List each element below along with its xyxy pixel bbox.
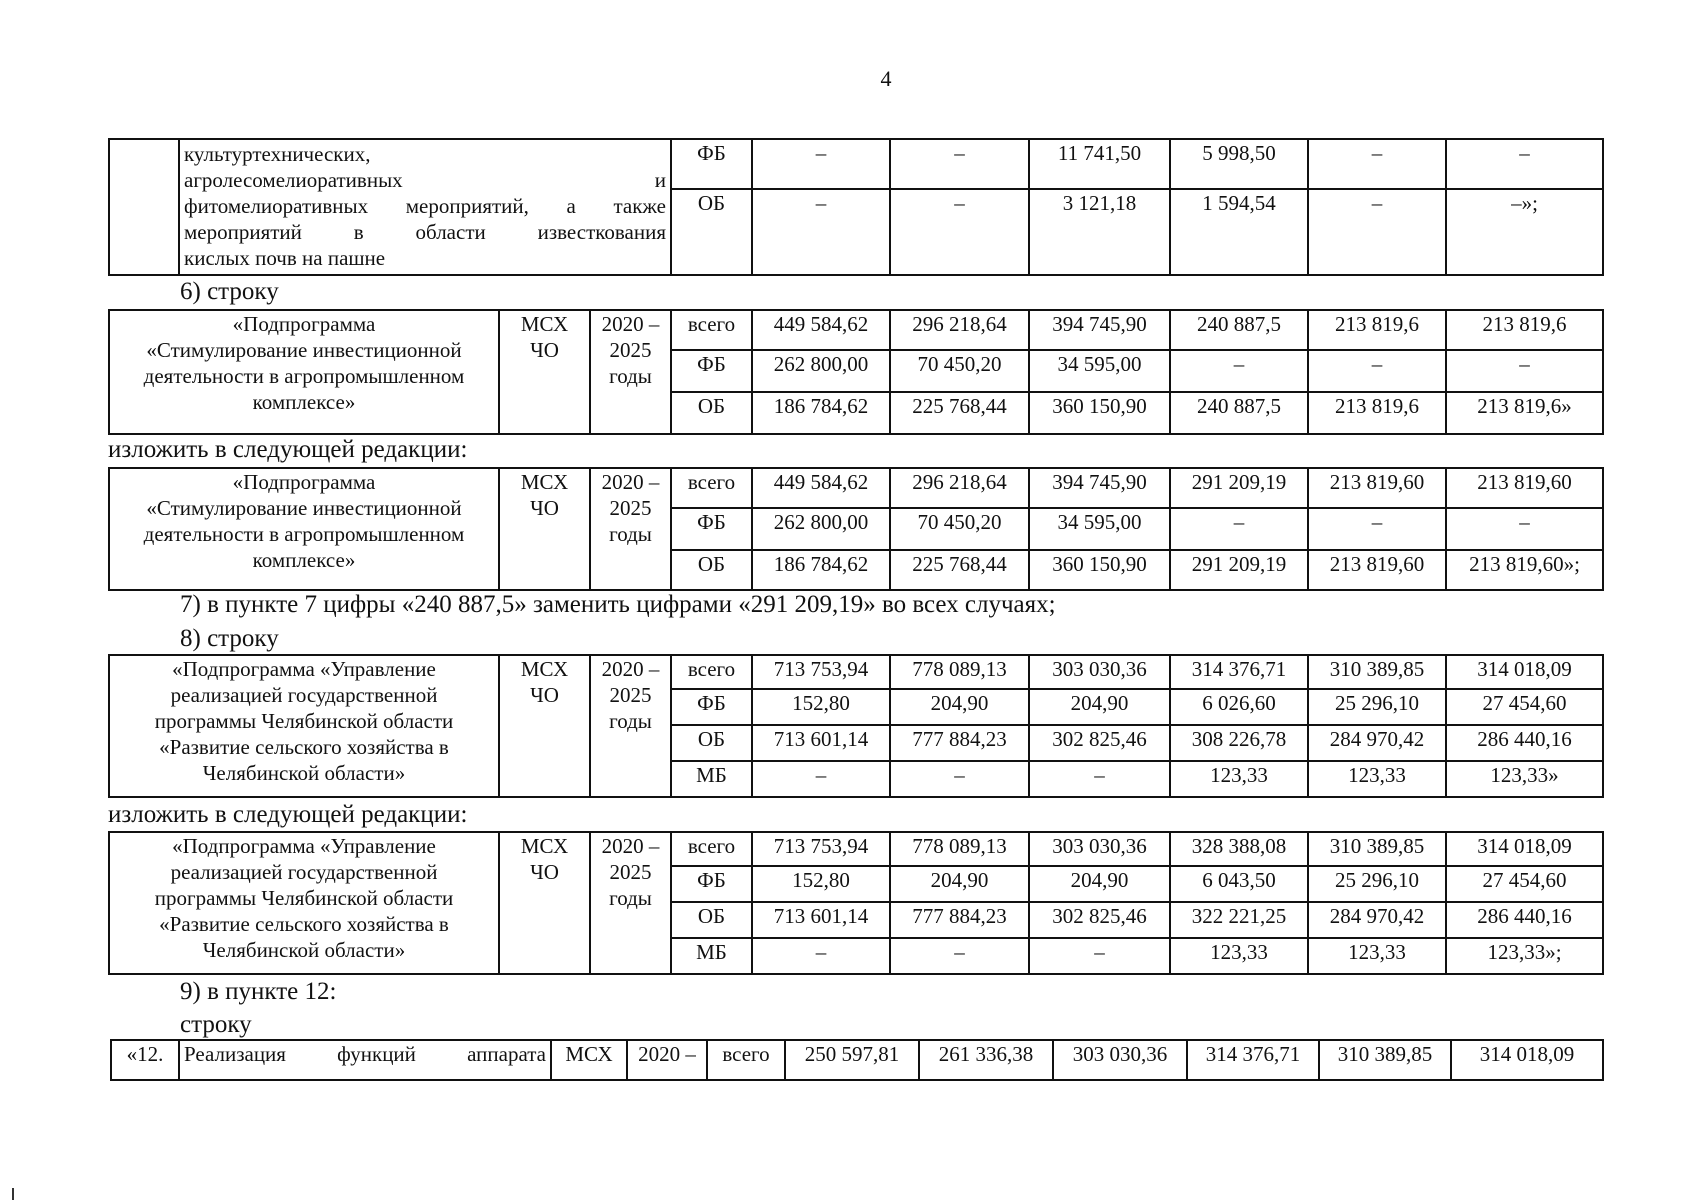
value-cell: – (890, 761, 1029, 797)
source-cell: ОБ (671, 725, 752, 761)
instruction-new-edition: изложить в следующей редакции: (108, 801, 468, 828)
value-cell: – (1446, 139, 1603, 189)
value-cell: – (890, 938, 1029, 974)
value-cell: 186 784,62 (752, 392, 890, 434)
name-line: реализацией государственной (170, 683, 438, 707)
value-cell: 777 884,23 (890, 725, 1029, 761)
value-cell: 1 594,54 (1170, 189, 1308, 275)
value-cell: 286 440,16 (1446, 725, 1603, 761)
value-cell: 449 584,62 (752, 310, 890, 350)
executor-cell (499, 832, 590, 974)
source-cell: всего (671, 655, 752, 689)
executor-line: ЧО (530, 496, 559, 520)
name-line: фитомелиоративных мероприятий, а также (184, 194, 666, 218)
period-line: годы (609, 522, 652, 546)
name-line: «Подпрограмма (232, 470, 376, 494)
period-line: 2020 – (601, 834, 660, 858)
name-line: реализацией государственной (170, 860, 438, 884)
period-line: 2020 – (601, 657, 660, 681)
period-cell: 2020 – (627, 1040, 707, 1080)
value-cell: 70 450,20 (890, 508, 1029, 550)
value-cell: 6 043,50 (1170, 866, 1308, 902)
value-cell: 3 121,18 (1029, 189, 1170, 275)
value-cell: 303 030,36 (1029, 832, 1170, 866)
period-line: 2025 (609, 683, 652, 707)
table-item-12 (110, 1039, 1604, 1081)
value-cell: – (890, 139, 1029, 189)
value-cell: 186 784,62 (752, 550, 890, 590)
period-line: 2020 – (601, 312, 660, 336)
executor-line: ЧО (530, 338, 559, 362)
value-cell: 34 595,00 (1029, 350, 1170, 392)
name-line: «Развитие сельского хозяйства в (159, 735, 449, 759)
executor-line: ЧО (530, 683, 559, 707)
value-cell: –»; (1446, 189, 1603, 275)
value-cell: 314 376,71 (1187, 1040, 1319, 1080)
value-cell: 213 819,60»; (1446, 550, 1603, 590)
value-cell: 310 389,85 (1308, 655, 1446, 689)
table-investment-subprogram-old (108, 309, 1604, 435)
executor-line: МСХ (520, 470, 569, 494)
executor-line: МСХ (520, 312, 569, 336)
value-cell: 284 970,42 (1308, 725, 1446, 761)
instruction-8: 8) строку (180, 625, 279, 652)
subprogram-name-cell (109, 832, 499, 974)
value-cell: – (1308, 189, 1446, 275)
value-cell: 284 970,42 (1308, 902, 1446, 938)
period-line: годы (609, 364, 652, 388)
period-line: 2025 (609, 338, 652, 362)
value-cell: 713 601,14 (752, 902, 890, 938)
value-cell: – (752, 761, 890, 797)
instruction-9: 9) в пункте 12: (180, 978, 337, 1005)
value-cell: – (752, 189, 890, 275)
value-cell: 152,80 (752, 866, 890, 902)
executor-cell: МСХ (551, 1040, 627, 1080)
value-cell: 11 741,50 (1029, 139, 1170, 189)
value-cell: 302 825,46 (1029, 902, 1170, 938)
value-cell: 225 768,44 (890, 392, 1029, 434)
table-management-subprogram-old (108, 654, 1604, 798)
row-number-cell (109, 139, 179, 275)
value-cell: – (1308, 508, 1446, 550)
source-cell: всего (671, 310, 752, 350)
name-line: мероприятий в области известкования (184, 220, 666, 244)
value-cell: 302 825,46 (1029, 725, 1170, 761)
executor-line: ЧО (530, 860, 559, 884)
value-cell: – (752, 139, 890, 189)
source-cell: всего (671, 832, 752, 866)
value-cell: – (1308, 139, 1446, 189)
name-line: «Подпрограмма (232, 312, 376, 336)
executor-cell (499, 310, 590, 434)
value-cell: 204,90 (1029, 689, 1170, 725)
source-cell: ОБ (671, 902, 752, 938)
value-cell: 261 336,38 (919, 1040, 1053, 1080)
value-cell: 360 150,90 (1029, 392, 1170, 434)
value-cell: 250 597,81 (785, 1040, 919, 1080)
value-cell: 152,80 (752, 689, 890, 725)
value-cell: 449 584,62 (752, 468, 890, 508)
source-cell: ФБ (671, 139, 752, 189)
value-cell: 123,33»; (1446, 938, 1603, 974)
value-cell: 713 753,94 (752, 832, 890, 866)
value-cell: 70 450,20 (890, 350, 1029, 392)
value-cell: – (752, 938, 890, 974)
value-cell: 360 150,90 (1029, 550, 1170, 590)
value-cell: – (1029, 761, 1170, 797)
name-line: программы Челябинской области (154, 886, 454, 910)
source-cell: ОБ (671, 189, 752, 275)
instruction-6: 6) строку (180, 278, 279, 305)
name-line: Челябинской области» (202, 761, 406, 785)
source-cell: МБ (671, 938, 752, 974)
value-cell: 394 745,90 (1029, 310, 1170, 350)
value-cell: 213 819,6» (1446, 392, 1603, 434)
value-cell: 286 440,16 (1446, 902, 1603, 938)
source-cell: ФБ (671, 350, 752, 392)
name-line: кислых почв на пашне (184, 246, 386, 270)
source-cell: ФБ (671, 508, 752, 550)
name-line: комплексе» (252, 548, 356, 572)
page-number: 4 (880, 66, 892, 91)
value-cell: 5 998,50 (1170, 139, 1308, 189)
value-cell: 322 221,25 (1170, 902, 1308, 938)
value-cell: 213 819,6 (1308, 310, 1446, 350)
value-cell: 778 089,13 (890, 655, 1029, 689)
value-cell: 291 209,19 (1170, 550, 1308, 590)
value-cell: 27 454,60 (1446, 689, 1603, 725)
subprogram-name-cell (109, 655, 499, 797)
name-line: «Стимулирование инвестиционной (146, 338, 462, 362)
value-cell: 213 819,60 (1308, 550, 1446, 590)
value-cell: – (1446, 350, 1603, 392)
value-cell: – (1446, 508, 1603, 550)
value-cell: 314 018,09 (1446, 832, 1603, 866)
value-cell: 296 218,64 (890, 310, 1029, 350)
value-cell: 27 454,60 (1446, 866, 1603, 902)
value-cell: – (1308, 350, 1446, 392)
name-line: культуртехнических, (184, 142, 371, 166)
name-line: деятельности в агропромышленном (143, 522, 465, 546)
executor-cell (499, 468, 590, 590)
value-cell: 123,33 (1170, 938, 1308, 974)
name-line: «Развитие сельского хозяйства в (159, 912, 449, 936)
value-cell: 314 018,09 (1446, 655, 1603, 689)
row-number-cell: «12. (111, 1040, 179, 1080)
value-cell: 204,90 (890, 866, 1029, 902)
value-cell: 778 089,13 (890, 832, 1029, 866)
value-cell: – (890, 189, 1029, 275)
period-cell (590, 832, 671, 974)
value-cell: 314 376,71 (1170, 655, 1308, 689)
value-cell: 296 218,64 (890, 468, 1029, 508)
name-line: агролесомелиоративных и (184, 168, 666, 192)
value-cell: – (1170, 508, 1308, 550)
value-cell: 240 887,5 (1170, 392, 1308, 434)
executor-cell (499, 655, 590, 797)
name-line: «Подпрограмма «Управление (172, 657, 436, 681)
value-cell: 25 296,10 (1308, 866, 1446, 902)
value-cell: 213 819,6 (1446, 310, 1603, 350)
value-cell: 204,90 (1029, 866, 1170, 902)
table-amelioration-continuation (108, 138, 1604, 276)
value-cell: 713 753,94 (752, 655, 890, 689)
value-cell: 328 388,08 (1170, 832, 1308, 866)
name-line: «Подпрограмма «Управление (172, 834, 436, 858)
value-cell: 123,33 (1308, 761, 1446, 797)
value-cell: 291 209,19 (1170, 468, 1308, 508)
value-cell: 777 884,23 (890, 902, 1029, 938)
name-line: «Стимулирование инвестиционной (146, 496, 462, 520)
table-investment-subprogram-new (108, 467, 1604, 591)
measure-name-cell (179, 139, 671, 275)
period-cell (590, 310, 671, 434)
value-cell: 303 030,36 (1029, 655, 1170, 689)
source-cell: ФБ (671, 866, 752, 902)
value-cell: 6 026,60 (1170, 689, 1308, 725)
value-cell: – (1170, 350, 1308, 392)
value-cell: 123,33 (1170, 761, 1308, 797)
executor-line: МСХ (520, 657, 569, 681)
period-line: годы (609, 709, 652, 733)
measure-name-cell (179, 1040, 551, 1080)
value-cell: 34 595,00 (1029, 508, 1170, 550)
scan-margin-mark (12, 1188, 14, 1200)
period-line: 2025 (609, 860, 652, 884)
value-cell: 394 745,90 (1029, 468, 1170, 508)
name-line: программы Челябинской области (154, 709, 454, 733)
source-cell: МБ (671, 761, 752, 797)
value-cell: 225 768,44 (890, 550, 1029, 590)
name-line: комплексе» (252, 390, 356, 414)
value-cell: 713 601,14 (752, 725, 890, 761)
name-line: Реализация функций аппарата (184, 1042, 546, 1066)
value-cell: 310 389,85 (1308, 832, 1446, 866)
instruction-7: 7) в пункте 7 цифры «240 887,5» заменить цифрами «291 209,19» во всех случаях; (180, 591, 1056, 618)
value-cell: 123,33» (1446, 761, 1603, 797)
value-cell: 204,90 (890, 689, 1029, 725)
value-cell: 308 226,78 (1170, 725, 1308, 761)
table-management-subprogram-new (108, 831, 1604, 975)
value-cell: 213 819,60 (1308, 468, 1446, 508)
name-line: деятельности в агропромышленном (143, 364, 465, 388)
value-cell: 123,33 (1308, 938, 1446, 974)
source-cell: всего (707, 1040, 785, 1080)
subprogram-name-cell (109, 468, 499, 590)
value-cell: 262 800,00 (752, 508, 890, 550)
source-cell: ОБ (671, 550, 752, 590)
value-cell: 314 018,09 (1451, 1040, 1603, 1080)
value-cell: 310 389,85 (1319, 1040, 1451, 1080)
period-line: годы (609, 886, 652, 910)
value-cell: 213 819,6 (1308, 392, 1446, 434)
source-cell: ФБ (671, 689, 752, 725)
source-cell: всего (671, 468, 752, 508)
period-cell (590, 468, 671, 590)
period-line: 2020 – (601, 470, 660, 494)
value-cell: – (1029, 938, 1170, 974)
period-cell (590, 655, 671, 797)
name-line: Челябинской области» (202, 938, 406, 962)
value-cell: 303 030,36 (1053, 1040, 1187, 1080)
instruction-9-row: строку (180, 1011, 252, 1038)
source-cell: ОБ (671, 392, 752, 434)
period-line: 2025 (609, 496, 652, 520)
value-cell: 262 800,00 (752, 350, 890, 392)
value-cell: 213 819,60 (1446, 468, 1603, 508)
value-cell: 240 887,5 (1170, 310, 1308, 350)
subprogram-name-cell (109, 310, 499, 434)
executor-line: МСХ (520, 834, 569, 858)
value-cell: 25 296,10 (1308, 689, 1446, 725)
instruction-new-edition: изложить в следующей редакции: (108, 436, 468, 463)
